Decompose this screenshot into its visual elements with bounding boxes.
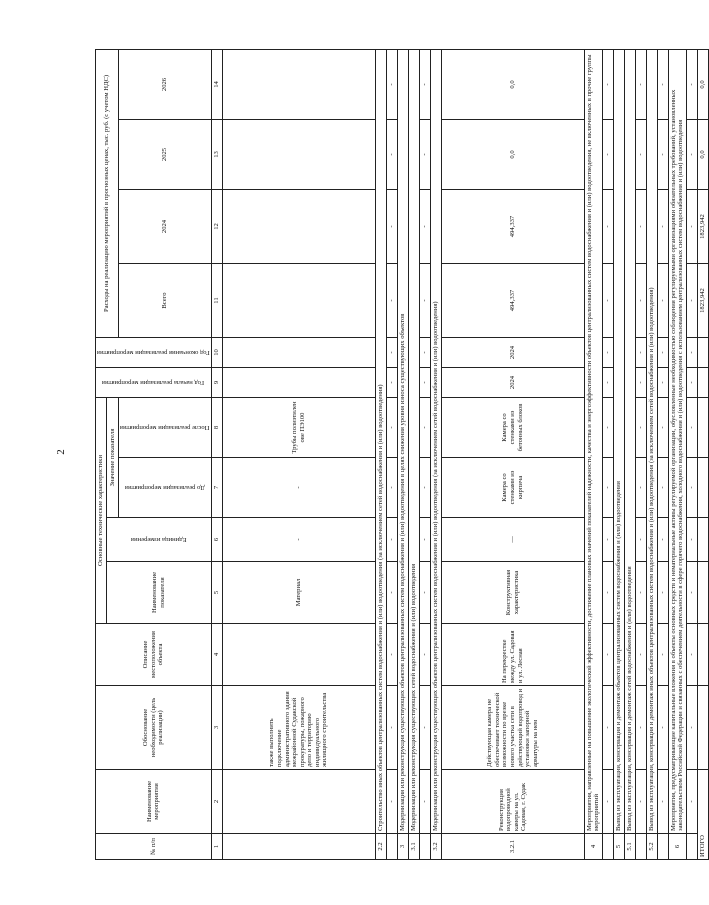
dash-row: - - - - - - - - - - - - - <box>635 49 646 859</box>
header-row-1 <box>96 49 107 859</box>
header-no: № п/п <box>96 834 212 860</box>
dash-row: - - - - - - - - - - - - - <box>602 49 613 859</box>
header-unit: Единица измерения <box>106 518 211 562</box>
total-2026: 0,0 <box>698 49 709 119</box>
section-6: 6 Мероприятия, предусматривающие капитальные вложения в объекты основных средств и нематериальные активы регулируемой организации, обусловленные необходимостью соблюдения регулируемыми организациями обязательных требований, установленных законодательством Российской Федерации и связанных с обеспечением деятельности в сфере горячего водоснабжения, холодного водоснабжения и (или) водоотведения с использованием централизованных систем водоснабжения и (или) водоотведения <box>668 49 686 859</box>
header-after: После реализации мероприятия <box>119 398 211 458</box>
section-3: 3 Модернизация или реконструкция существующих объектов централизованных систем водоснабжения и (или) водоотведения в целях снижения уровня износа существующих объектов <box>397 49 408 859</box>
header-end: Год окончания реализации мероприятия <box>96 338 212 368</box>
rotated-table-container <box>95 50 707 860</box>
page-number: 2 <box>54 449 67 455</box>
total-2024: 1823,942 <box>698 190 709 264</box>
dash-row: - - - - - - - - - - - - - <box>386 49 397 859</box>
section-5-2: 5.2 Вывод из эксплуатации, консервация и демонтаж иных объектов централизованных систем водоснабжения и (или) водоотведения (за исключением сетей водоснабжения и (или) водоотведения) <box>646 49 657 859</box>
header-location: Описание местоположения объекта <box>96 624 212 686</box>
header-2026: 2026 <box>119 49 211 119</box>
header-start: Год начала реализации мероприятия <box>96 368 212 398</box>
header-2024: 2024 <box>119 190 211 264</box>
header-2025: 2025 <box>119 120 211 190</box>
table-row-3-2-1: 3.2.1 Реконструкция водопроводной камеры на ул. Садовая, г. Судак Действующая камера не обеспечивает технической возможности по врезке нового участка сети в действующий водопровод и установки запорной арматуры на нем На перекрестке между ул. Садовая и ул. Лесная Конструктивная характеристика — Камера со стенками из кирпича Камера со стенками из бетонных блоков 2024 2024 494,337 494,337 0,0 0,0 <box>441 49 584 859</box>
col-number: 11 <box>211 264 222 338</box>
header-values: Значение показателя <box>106 398 119 518</box>
row-top-indicator: Материал <box>222 562 375 624</box>
section-2-2: 2.2 Строительство иных объектов централизованных систем водоснабжения и (или) водоотведения (за исключением сетей водоснабжения и (или) водоотведения) <box>375 49 386 859</box>
section-3-2: 3.2 Модернизация или реконструкция существующих объектов централизованных систем водоснабжения и (или) водоотведения (за исключением сетей водоснабжения и (или) водоотведения) <box>430 49 441 859</box>
col-number: 14 <box>211 49 222 119</box>
header-before: До реализации мероприятия <box>119 458 211 518</box>
col-number: 2 <box>211 770 222 834</box>
table-row-continuation <box>222 49 375 859</box>
investment-program-table <box>95 49 709 860</box>
col-number: 8 <box>211 398 222 458</box>
section-3-1: 3.1 Модернизация или реконструкция существующих сетей водоснабжения и (или) водоотведения <box>408 49 419 859</box>
header-costs: Расходы на реализацию мероприятий в прогнозных ценах, тыс. руб. (с учетом НДС) <box>96 49 119 337</box>
col-number: 4 <box>211 624 222 686</box>
col-number: 5 <box>211 562 222 624</box>
total-label: ИТОГО <box>698 770 709 860</box>
col-number: 3 <box>211 686 222 770</box>
col-number: 1 <box>211 834 222 860</box>
section-5: 5 Вывод из эксплуатации, консервация и демонтаж объектов централизованных систем водоснабжения и (или) водоотведения <box>613 49 624 859</box>
header-indicator-name: Наименование показателя <box>106 562 211 624</box>
dash-row: - - - - - - - - - - - - - <box>657 49 668 859</box>
row-top-after: Трубы полиэтилен ове ПЭ100 <box>222 398 375 458</box>
dash-row: - - - - - - - - - - - - - <box>419 49 430 859</box>
header-name: Наименование мероприятия <box>96 770 212 834</box>
header-total: Всего <box>119 264 211 338</box>
column-numbers-row <box>211 49 222 859</box>
col-number: 7 <box>211 458 222 518</box>
col-number: 13 <box>211 120 222 190</box>
col-number: 9 <box>211 368 222 398</box>
total-2025: 0,0 <box>698 120 709 190</box>
col-number: 6 <box>211 518 222 562</box>
col-number: 12 <box>211 190 222 264</box>
row-top-before: - <box>222 458 375 518</box>
section-4: 4 Мероприятия, направленные на повышение экологической эффективности, достижение плановых значений показателей надежности, качества и энергоэффективности объектов централизованных систем водоснабжения и (или) водоотведения, не включенных в прочие группы мероприятий <box>584 49 602 859</box>
row-top-basis: также выполнить подключение административного здания межрайонной Судакской прокуратуры, пожарного депо и территорию индивидуального жилищного строительства <box>222 686 375 770</box>
header-tech: Основные технические характеристики <box>96 398 107 624</box>
total-sum: 1823,942 <box>698 264 709 338</box>
header-basis: Обоснование необходимости (цель реализации) <box>96 686 212 770</box>
section-5-1: 5.1 Вывод из эксплуатации, консервация и демонтаж сетей водоснабжения и (или) водоотведения <box>624 49 635 859</box>
row-top-unit: - <box>222 518 375 562</box>
total-row <box>698 49 709 859</box>
col-number: 10 <box>211 338 222 368</box>
dash-row: - - - - - - - - - - - - - <box>687 49 698 859</box>
